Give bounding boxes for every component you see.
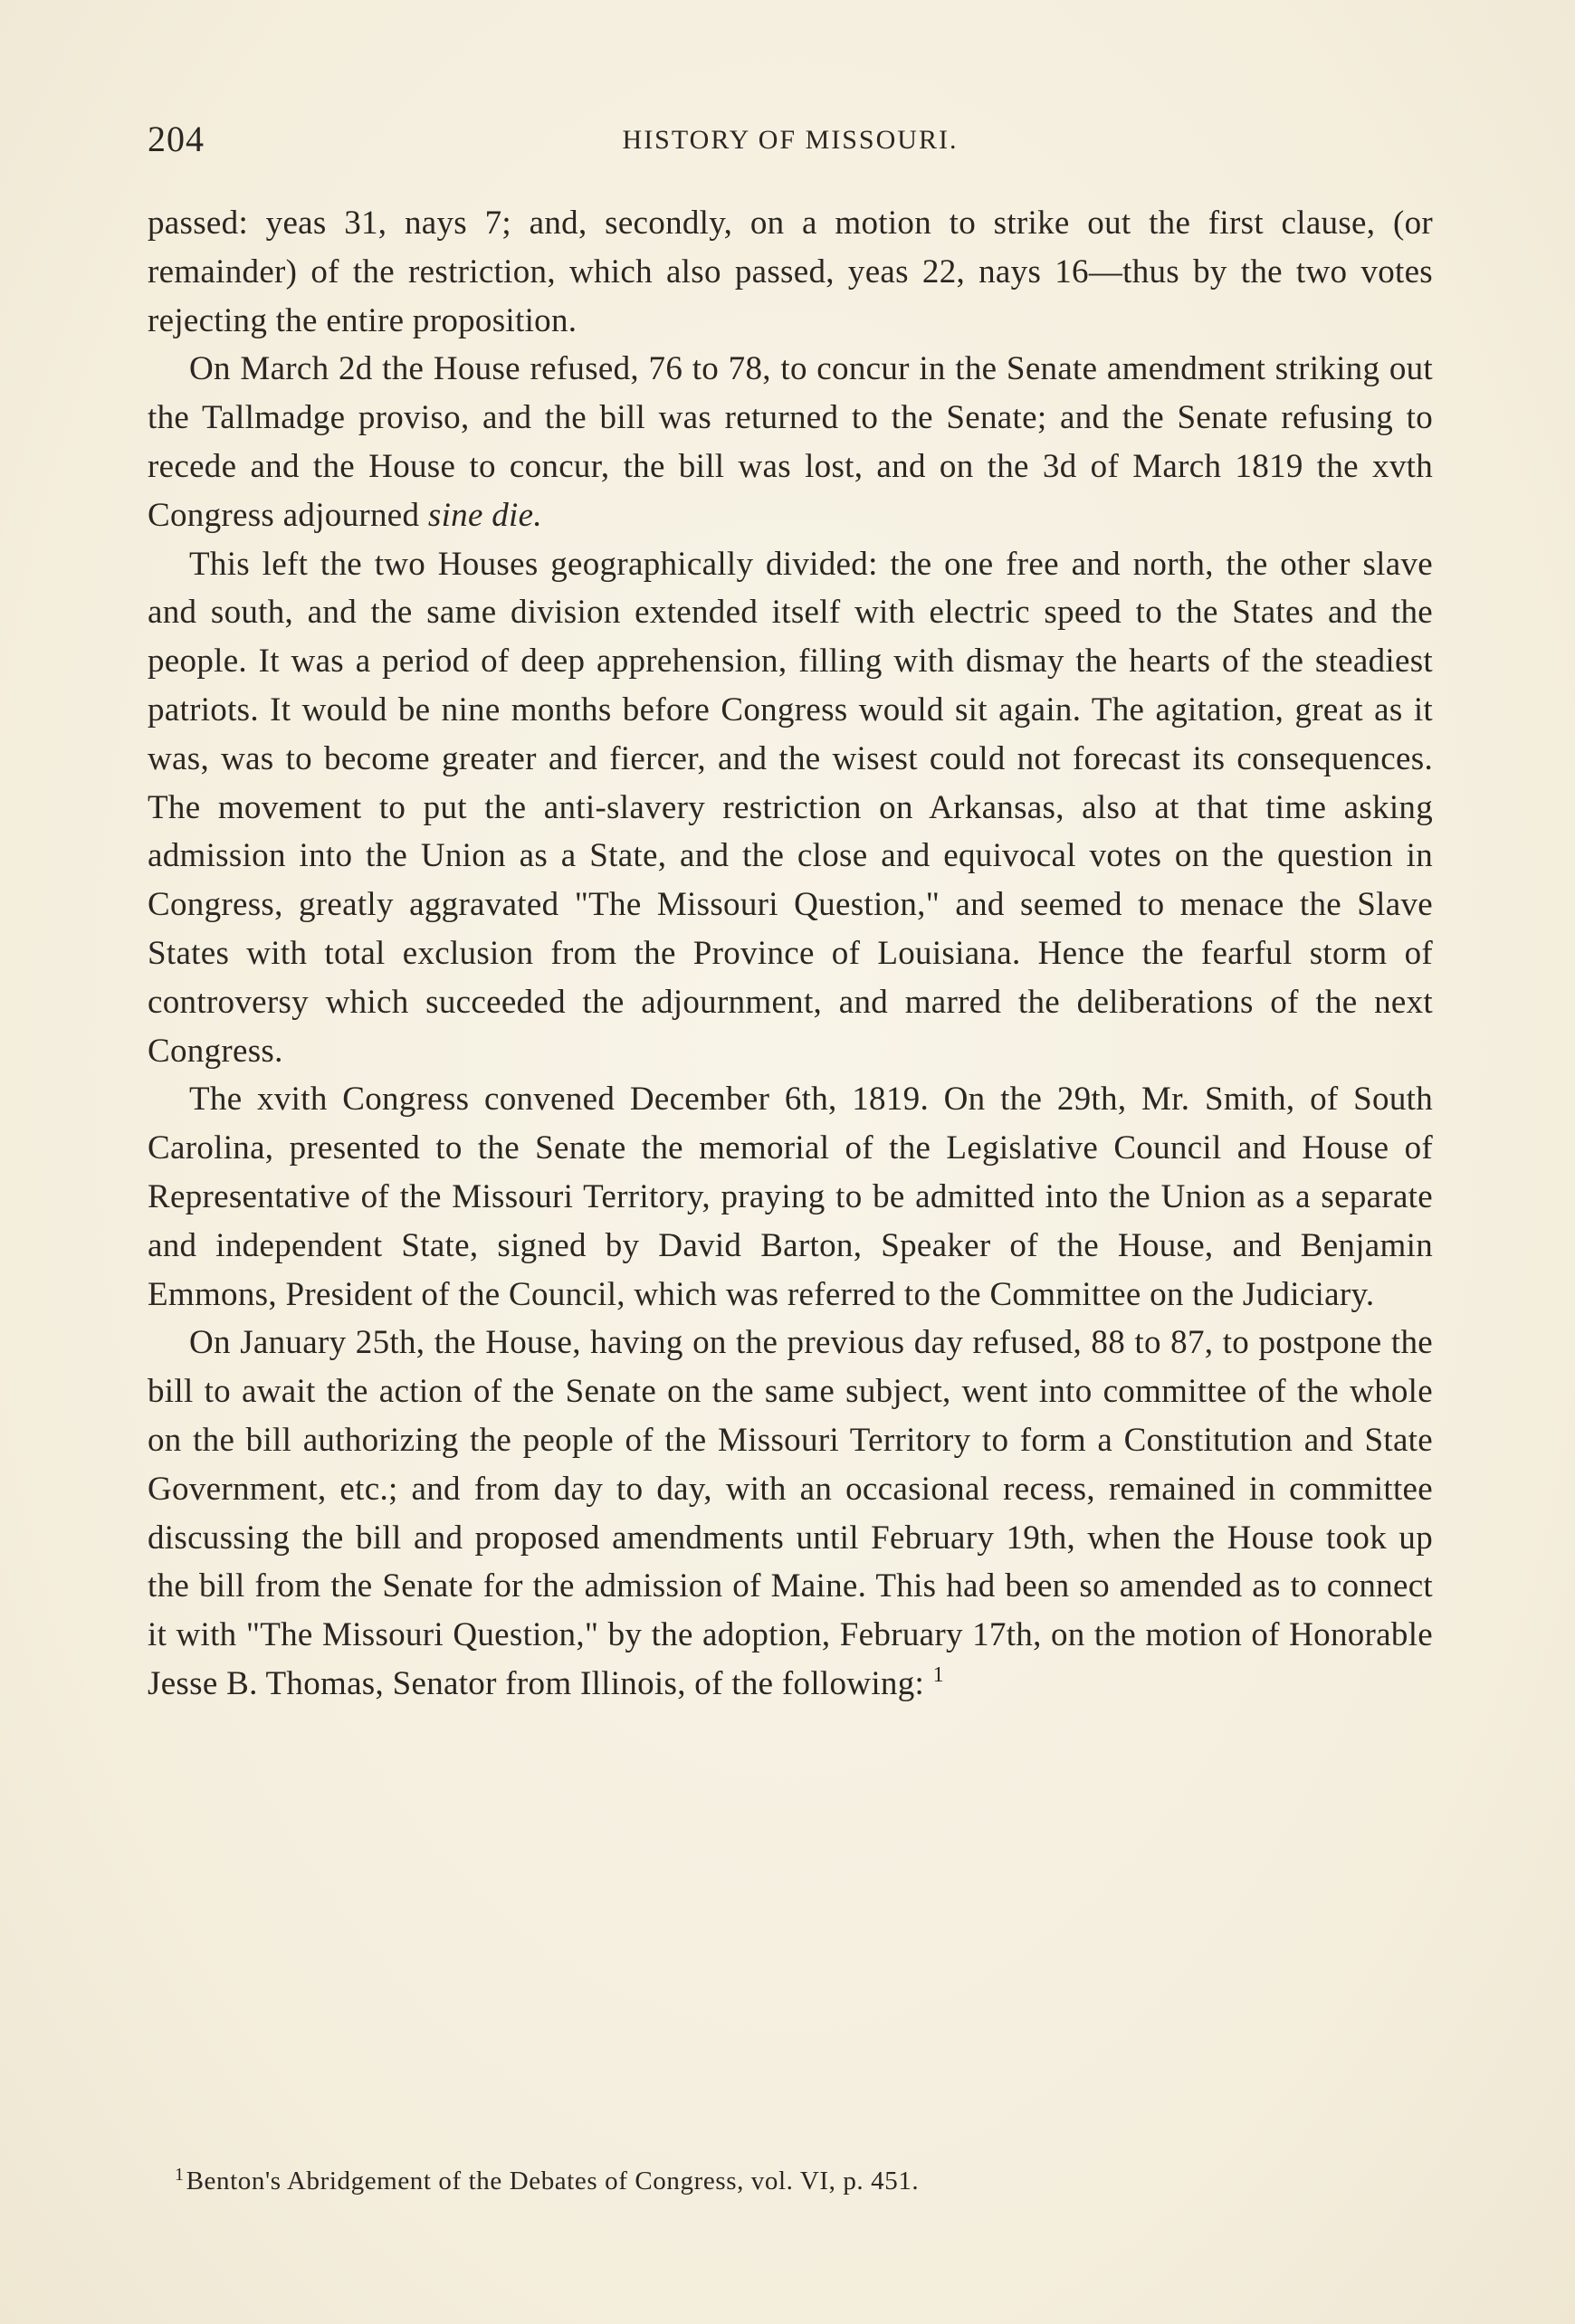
- paragraph-1: [148, 199, 1433, 345]
- footnote: [175, 2163, 1406, 2199]
- paragraph-2-text: On March 2d the House refused, 76 to 78, to concur in the Senate amendment striking out the Tallmadge proviso, and the bill was returned to the Senate; and the Senate refusing to recede and the House to concur, the bill was lost, and on the 3d of March 1819 the xvth Congress adjourned: [148, 350, 1433, 534]
- paragraph-5: [148, 1319, 1433, 1708]
- paragraph-3: [148, 540, 1433, 1076]
- footnote-reference[interactable]: 1: [932, 1662, 944, 1687]
- paragraph-1-text: passed: yeas 31, nays 7; and, secondly, on a motion to strike out the first clause, (or remainder) of the restriction, which also passed, yeas 22, nays 16—thus by the two votes rejecting the entire proposition.: [148, 205, 1433, 339]
- paragraph-2: [148, 345, 1433, 539]
- paragraph-4-text: The xvith Congress convened December 6th, 1819. On the 29th, Mr. Smith, of South Carolina, presented to the Senate the memorial of the Legislative Council and House of Representative of the Missouri Territory, praying to be admitted into the Union as a separate and independent State, signed by David Barton, Speaker of the House, and Benjamin Emmons, President of the Council, which was referred to the Committee on the Judiciary.: [148, 1081, 1433, 1313]
- footnote-text: Benton's Abridgement of the Debates of Congress, vol. VI, p. 451.: [186, 2167, 920, 2195]
- paragraph-3-text: This left the two Houses geographically divided: the one free and north, the other slave and south, and the same division extended itself with electric speed to the States and the people. It was a period of deep apprehension, filling with dismay the hearts of the steadiest patriots. It would be nine months before Congress would sit again. The agitation, great as it was, was to become greater and fiercer, and the wisest could not forecast its consequences. The movement to put the anti-slavery restriction on Arkansas, also at that time asking admission into the Union as a State, and the close and equivocal votes on the question in Congress, greatly aggravated "The Missouri Question," and seemed to menace the Slave States with total exclusion from the Province of Louisiana. Hence the fearful storm of controversy which succeeded the adjournment, and marred the deliberations of the next Congress.: [148, 545, 1433, 1070]
- paragraph-4: [148, 1075, 1433, 1319]
- body-text: [148, 199, 1433, 1709]
- page-header: [148, 118, 1433, 172]
- paragraph-5-text: On January 25th, the House, having on the previous day refused, 88 to 87, to postpone the bill to await the action of the Senate on the same subject, went into committee of the whole on the bill authorizing the people of the Missouri Territory to form a Constitution and State Government, etc.; and from day to day, with an occasional recess, remained in committee discussing the bill and proposed amendments until February 19th, when the House took up the bill from the Senate for the admission of Maine. This had been so amended as to connect it with "The Missouri Question," by the adoption, February 17th, on the motion of Honorable Jesse B. Thomas, Senator from Illinois, of the following:: [148, 1324, 1433, 1702]
- page-number: 204: [148, 119, 205, 159]
- footnote-number: 1: [175, 2165, 185, 2185]
- paragraph-2-emphasis: sine die.: [427, 496, 542, 534]
- running-head: HISTORY OF MISSOURI.: [622, 125, 959, 155]
